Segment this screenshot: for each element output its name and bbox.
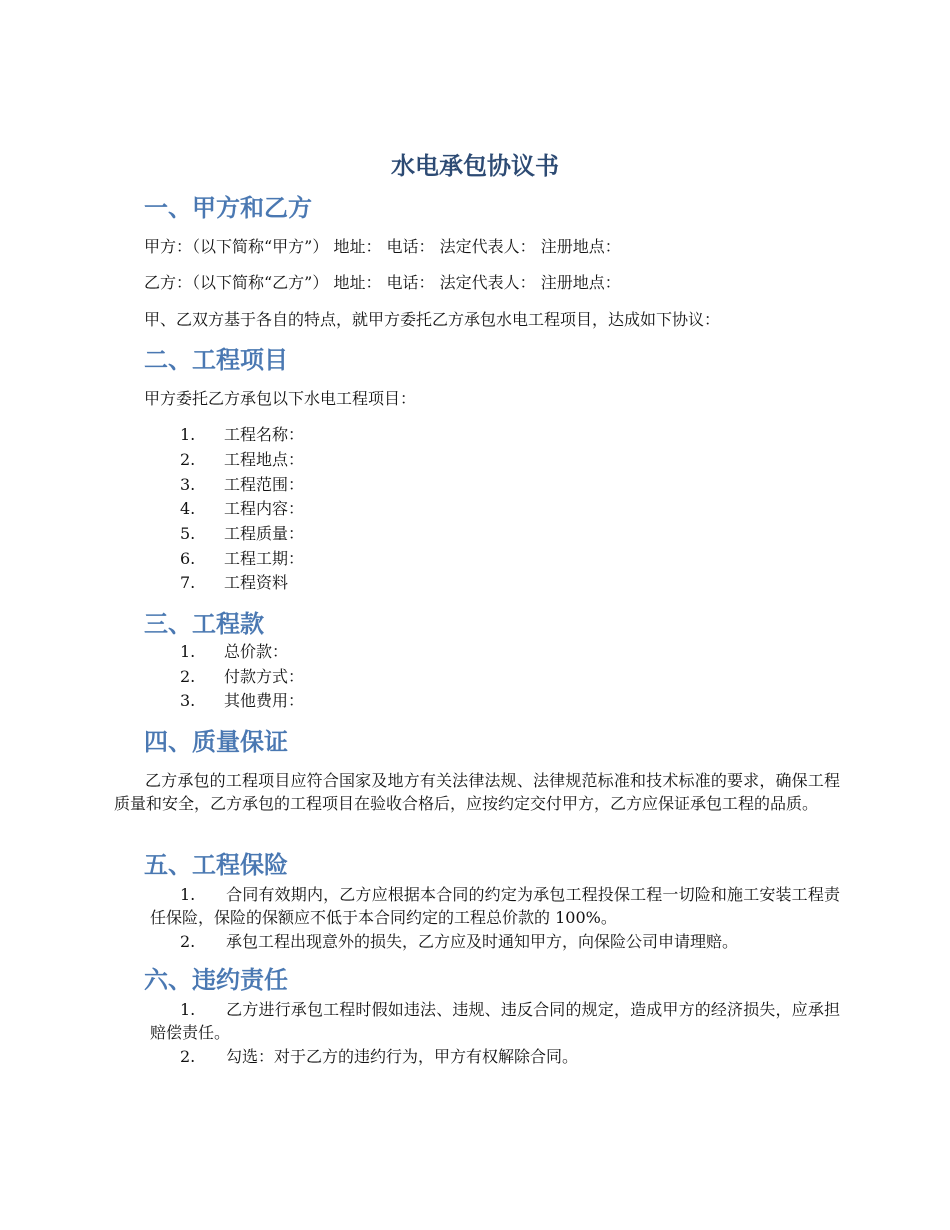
list-number: 2. — [180, 1047, 196, 1066]
list-number: 1. — [180, 642, 196, 661]
list-text: 合同有效期内，乙方应根据本合同的约定为承包工程投保工程一切险和施工安装工程责任保险，保险的保额应不低于本合同约定的工程总价款的 100%。 — [150, 885, 840, 927]
list-text: 其他费用： — [224, 691, 305, 710]
list-text: 工程工期： — [224, 549, 305, 568]
list-number: 7. — [180, 573, 196, 592]
list-text: 承包工程出现意外的损失，乙方应及时通知甲方，向保险公司申请理赔。 — [226, 932, 739, 951]
party-a-line: 甲方：（以下简称“甲方”） 地址： 电话： 法定代表人： 注册地点： — [144, 237, 621, 256]
section-heading-payment: 三、工程款 — [144, 610, 264, 638]
list-number: 1. — [180, 885, 196, 904]
list-text: 乙方进行承包工程时假如违法、违规、违反合同的规定，造成甲方的经济损失，应承担赔偿责任。 — [150, 1000, 840, 1042]
list-item — [180, 474, 304, 496]
list-item — [180, 449, 304, 471]
list-item — [180, 690, 304, 712]
list-item — [180, 641, 288, 663]
list-item — [150, 1045, 840, 1068]
section-heading-quality: 四、质量保证 — [144, 728, 288, 756]
list-number: 3. — [180, 691, 196, 710]
list-item — [150, 998, 840, 1044]
quality-paragraph: 乙方承包的工程项目应符合国家及地方有关法律法规、法律规范标准和技术标准的要求，确保工程质量和安全，乙方承包的工程项目在验收合格后，应按约定交付甲方，乙方应保证承包工程的品质。 — [114, 771, 840, 813]
agreement-intro: 甲、乙双方基于各自的特点，就甲方委托乙方承包水电工程项目，达成如下协议： — [144, 310, 721, 329]
list-item — [180, 424, 304, 446]
list-number: 6. — [180, 549, 196, 568]
list-text: 勾选：对于乙方的违约行为，甲方有权解除合同。 — [226, 1047, 579, 1066]
section-heading-parties: 一、甲方和乙方 — [144, 194, 312, 222]
party-b-line: 乙方：（以下简称“乙方”） 地址： 电话： 法定代表人： 注册地点： — [144, 273, 621, 292]
section-heading-project: 二、工程项目 — [144, 346, 288, 374]
list-item — [150, 883, 840, 929]
list-text: 工程名称： — [224, 425, 305, 444]
list-text: 总价款： — [224, 642, 289, 661]
list-number: 2. — [180, 932, 196, 951]
list-text: 工程内容： — [224, 499, 305, 518]
list-number: 4. — [180, 499, 196, 518]
list-text: 工程质量： — [224, 524, 305, 543]
list-number: 2. — [180, 450, 196, 469]
section-heading-insurance: 五、工程保险 — [144, 851, 288, 879]
list-text: 工程范围： — [224, 475, 305, 494]
section-heading-liability: 六、违约责任 — [144, 966, 288, 994]
list-number: 1. — [180, 1000, 196, 1019]
list-item — [180, 498, 304, 520]
list-text: 付款方式： — [224, 667, 305, 686]
list-item — [150, 930, 840, 953]
list-number: 2. — [180, 667, 196, 686]
list-item — [180, 572, 288, 594]
list-item — [180, 548, 304, 570]
document-title: 水电承包协议书 — [391, 152, 559, 180]
list-item — [180, 523, 304, 545]
list-text: 工程资料 — [224, 573, 289, 592]
list-number: 3. — [180, 475, 196, 494]
list-number: 1. — [180, 425, 196, 444]
list-item — [180, 666, 304, 688]
project-intro: 甲方委托乙方承包以下水电工程项目： — [144, 389, 417, 408]
list-number: 5. — [180, 524, 196, 543]
list-text: 工程地点： — [224, 450, 305, 469]
